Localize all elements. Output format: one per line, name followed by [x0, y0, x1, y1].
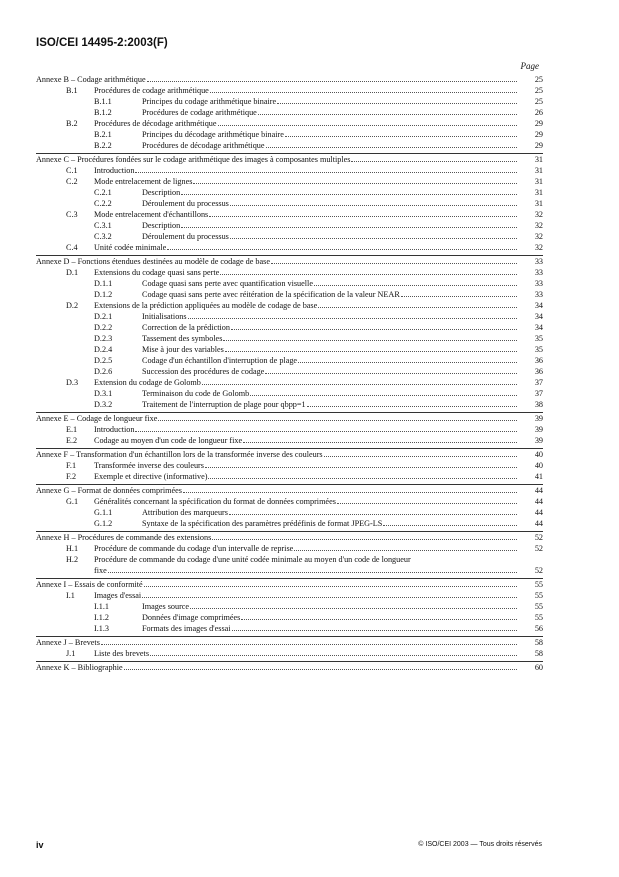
- toc-entry-number: G.1.1: [94, 508, 113, 517]
- toc-entry-number: F.1: [66, 461, 77, 470]
- toc-entry-title: Codage quasi sans perte avec quantification visuelle: [142, 279, 313, 288]
- dot-leader: [188, 318, 517, 319]
- toc-entry[interactable]: [36, 413, 543, 424]
- toc-entry-page: 32: [534, 210, 543, 219]
- table-of-contents: [36, 74, 543, 673]
- toc-entry-title: Mode entrelacement d'échantillons: [94, 210, 209, 219]
- dot-leader: [225, 351, 517, 352]
- toc-entry[interactable]: [36, 256, 543, 267]
- toc-entry-title: Liste des brevets: [94, 649, 150, 658]
- toc-entry[interactable]: [36, 449, 543, 460]
- toc-entry-title: Procédures de décodage arithmétique: [94, 119, 217, 128]
- dot-leader: [229, 514, 517, 515]
- toc-entry-number: B.1.2: [94, 108, 112, 117]
- toc-entry-number: E.2: [66, 436, 78, 445]
- toc-entry-title: Annexe G – Format de données comprimées: [36, 486, 182, 495]
- toc-entry-number: D.1: [66, 268, 79, 277]
- toc-entry-page: 29: [534, 119, 543, 128]
- toc-entry-page: 34: [534, 323, 543, 332]
- toc-entry[interactable]: [36, 623, 543, 634]
- toc-entry-page: 31: [534, 155, 543, 164]
- toc-entry-page: 55: [534, 613, 543, 622]
- toc-entry-page: 34: [534, 301, 543, 310]
- toc-entry[interactable]: [36, 377, 543, 388]
- toc-entry[interactable]: [36, 579, 543, 590]
- toc-entry-number: B.2.1: [94, 130, 112, 139]
- dot-leader: [258, 114, 517, 115]
- dot-leader: [230, 238, 517, 239]
- toc-entry[interactable]: [36, 518, 543, 529]
- toc-entry-page: 33: [534, 268, 543, 277]
- toc-entry[interactable]: [36, 267, 543, 278]
- toc-entry-number: D.2.1: [94, 312, 113, 321]
- toc-entry-page: 60: [534, 663, 543, 672]
- dot-leader: [294, 550, 517, 551]
- toc-entry-page: 31: [534, 166, 543, 175]
- toc-entry[interactable]: [36, 322, 543, 333]
- toc-entry[interactable]: [36, 140, 543, 151]
- toc-entry[interactable]: [36, 242, 543, 253]
- toc-entry-title: Introduction: [94, 166, 135, 175]
- toc-entry[interactable]: [36, 96, 543, 107]
- toc-entry-title: Annexe E – Codage de longueur fixe: [36, 414, 158, 423]
- dot-leader: [210, 92, 517, 93]
- toc-entry[interactable]: [36, 278, 543, 289]
- toc-entry[interactable]: [36, 74, 543, 85]
- toc-entry-number: B.2.2: [94, 141, 112, 150]
- toc-entry-number: C.3.1: [94, 221, 112, 230]
- toc-entry-title: Procédures de codage arithmétique: [94, 86, 209, 95]
- dot-leader: [250, 395, 517, 396]
- toc-entry-page: 36: [534, 356, 543, 365]
- toc-entry-number: D.2.2: [94, 323, 113, 332]
- dot-leader: [307, 406, 517, 407]
- toc-entry-page: 25: [534, 75, 543, 84]
- toc-entry-number: D.3.2: [94, 400, 113, 409]
- toc-entry-title: Annexe C – Procédures fondées sur le codage arithmétique des images à composantes multiples: [36, 155, 351, 164]
- toc-entry[interactable]: [36, 601, 543, 612]
- toc-entry[interactable]: [36, 554, 543, 576]
- toc-entry-number: D.3.1: [94, 389, 113, 398]
- dot-leader: [324, 456, 517, 457]
- toc-entry-page: 31: [534, 188, 543, 197]
- toc-entry-title: Procédures de codage arithmétique: [142, 108, 257, 117]
- toc-entry-title: Annexe H – Procédures de commande des extensions: [36, 533, 212, 542]
- dot-leader: [193, 183, 517, 184]
- dot-leader: [181, 194, 517, 195]
- dot-leader: [205, 467, 517, 468]
- toc-entry-page: 32: [534, 243, 543, 252]
- toc-entry-number: D.3: [66, 378, 79, 387]
- toc-entry-title: Annexe F – Transformation d'un échantillon lors de la transformée inverse des couleurs: [36, 450, 323, 459]
- toc-entry-number: D.2.4: [94, 345, 113, 354]
- toc-entry[interactable]: [36, 85, 543, 96]
- toc-entry-title: Tassement des symboles: [142, 334, 223, 343]
- dot-leader: [337, 503, 517, 504]
- toc-entry-title: Succession des procédures de codage: [142, 367, 265, 376]
- toc-entry-number: C.3.2: [94, 232, 112, 241]
- dot-leader: [101, 644, 517, 645]
- toc-entry-page: 52: [534, 533, 543, 542]
- toc-entry-page: 32: [534, 232, 543, 241]
- toc-entry-number: C.2: [66, 177, 78, 186]
- toc-entry-page: 37: [534, 389, 543, 398]
- toc-entry[interactable]: [36, 311, 543, 322]
- toc-entry-page: 33: [534, 257, 543, 266]
- toc-entry-title: Initialisations: [142, 312, 187, 321]
- toc-entry[interactable]: [36, 399, 543, 410]
- dot-leader: [108, 572, 517, 573]
- toc-entry-number: F.2: [66, 472, 77, 481]
- toc-entry-title: Codage d'un échantillon d'interruption de plage: [142, 356, 298, 365]
- toc-entry[interactable]: [36, 435, 543, 446]
- dot-leader: [230, 205, 517, 206]
- toc-entry-title: Déroulement du processus: [142, 232, 229, 241]
- toc-entry-number: G.1: [66, 497, 79, 506]
- toc-entry-title-continued: fixe: [94, 566, 107, 575]
- dot-leader: [265, 373, 517, 374]
- toc-entry-number: I.1.1: [94, 602, 110, 611]
- toc-entry-number: J.1: [66, 649, 76, 658]
- toc-entry-number: C.2.2: [94, 199, 112, 208]
- toc-entry[interactable]: [36, 543, 543, 554]
- toc-entry-page: 44: [534, 519, 543, 528]
- toc-entry-page: 35: [534, 345, 543, 354]
- toc-entry-page: 52: [534, 566, 543, 575]
- toc-entry-page: 40: [534, 450, 543, 459]
- toc-entry-number: I.1.2: [94, 613, 110, 622]
- toc-entry-title: Introduction: [94, 425, 135, 434]
- toc-entry-number: C.3: [66, 210, 78, 219]
- toc-entry-page: 25: [534, 97, 543, 106]
- toc-entry-title: Images d'essai: [94, 591, 142, 600]
- toc-entry[interactable]: [36, 590, 543, 601]
- toc-entry[interactable]: [36, 333, 543, 344]
- toc-entry-title: Transformée inverse des couleurs: [94, 461, 204, 470]
- toc-entry-page: 39: [534, 436, 543, 445]
- toc-entry-number: H.2: [66, 555, 79, 564]
- dot-leader: [277, 103, 517, 104]
- dot-leader: [231, 329, 517, 330]
- toc-entry-page: 58: [534, 638, 543, 647]
- toc-entry-page: 39: [534, 425, 543, 434]
- toc-entry-page: 37: [534, 378, 543, 387]
- toc-entry[interactable]: [36, 532, 543, 543]
- toc-entry-page: 31: [534, 177, 543, 186]
- toc-entry[interactable]: [36, 176, 543, 187]
- toc-entry-number: D.2.6: [94, 367, 113, 376]
- toc-entry[interactable]: [36, 355, 543, 366]
- dot-leader: [167, 249, 517, 250]
- toc-entry[interactable]: [36, 485, 543, 496]
- toc-entry[interactable]: [36, 220, 543, 231]
- toc-entry-title: Mode entrelacement de lignes: [94, 177, 193, 186]
- toc-entry-title: Procédure de commande du codage d'une unité codée minimale au moyen d'un code de longueur: [94, 555, 411, 564]
- toc-entry-page: 44: [534, 508, 543, 517]
- dot-leader: [285, 136, 517, 137]
- toc-entry[interactable]: [36, 300, 543, 311]
- dot-leader: [147, 81, 517, 82]
- toc-entry[interactable]: [36, 366, 543, 377]
- toc-entry-page: 35: [534, 334, 543, 343]
- document-id: ISO/CEI 14495-2:2003(F): [36, 37, 168, 49]
- toc-entry-title: Description: [142, 188, 181, 197]
- toc-entry-number: C.1: [66, 166, 78, 175]
- dot-leader: [401, 296, 517, 297]
- toc-entry-title: Principes du décodage arithmétique binaire: [142, 130, 284, 139]
- toc-entry-number: B.2: [66, 119, 78, 128]
- toc-entry-page: 56: [534, 624, 543, 633]
- dot-leader: [314, 285, 517, 286]
- toc-entry-title: Annexe I – Essais de conformité: [36, 580, 143, 589]
- toc-entry-page: 55: [534, 580, 543, 589]
- toc-entry-page: 40: [534, 461, 543, 470]
- toc-entry-title: Extensions de la prédiction appliquées au modèle de codage de base: [94, 301, 318, 310]
- toc-entry-number: D.2.5: [94, 356, 113, 365]
- toc-entry[interactable]: [36, 496, 543, 507]
- toc-entry-number: B.1: [66, 86, 78, 95]
- toc-entry-page: 55: [534, 602, 543, 611]
- toc-entry-title: Description: [142, 221, 181, 230]
- dot-leader: [135, 172, 517, 173]
- toc-entry[interactable]: [36, 648, 543, 659]
- toc-entry-number: I.1: [66, 591, 75, 600]
- toc-entry[interactable]: [36, 198, 543, 209]
- toc-entry[interactable]: [36, 637, 543, 648]
- dot-leader: [266, 147, 517, 148]
- toc-entry[interactable]: [36, 460, 543, 471]
- toc-entry-page: 33: [534, 279, 543, 288]
- toc-entry-title: Annexe J – Brevets: [36, 638, 100, 647]
- toc-entry-number: H.1: [66, 544, 79, 553]
- toc-entry-page: 33: [534, 290, 543, 299]
- toc-entry[interactable]: [36, 187, 543, 198]
- dot-leader: [212, 539, 517, 540]
- dot-leader: [183, 492, 517, 493]
- toc-entry[interactable]: [36, 165, 543, 176]
- dot-leader: [351, 161, 517, 162]
- toc-entry-number: D.1.1: [94, 279, 113, 288]
- toc-entry-page: 52: [534, 544, 543, 553]
- dot-leader: [298, 362, 517, 363]
- toc-entry-title: Exemple et directive (informative): [94, 472, 208, 481]
- toc-entry[interactable]: [36, 118, 543, 129]
- toc-entry-title: Codage au moyen d'un code de longueur fixe: [94, 436, 243, 445]
- toc-entry[interactable]: [36, 344, 543, 355]
- toc-entry[interactable]: [36, 231, 543, 242]
- toc-entry-number: I.1.3: [94, 624, 110, 633]
- toc-entry[interactable]: [36, 471, 543, 482]
- toc-entry-title: Annexe B – Codage arithmétique: [36, 75, 146, 84]
- dot-leader: [271, 263, 517, 264]
- toc-entry[interactable]: [36, 388, 543, 399]
- toc-entry-title: Principes du codage arithmétique binaire: [142, 97, 277, 106]
- toc-entry-title: Annexe K – Bibliographie: [36, 663, 123, 672]
- toc-entry-title: Données d'image comprimées: [142, 613, 241, 622]
- toc-entry-page: 55: [534, 591, 543, 600]
- toc-entry-title: Images source: [142, 602, 190, 611]
- dot-leader: [142, 597, 517, 598]
- footer-copyright: © ISO/CEI 2003 — Tous droits réservés: [418, 841, 542, 848]
- toc-entry-page: 58: [534, 649, 543, 658]
- toc-entry-page: 25: [534, 86, 543, 95]
- page-column-label: Page: [520, 61, 539, 71]
- toc-entry-title: Traitement de l'interruption de plage pour qbpp=1: [142, 400, 306, 409]
- toc-entry-number: E.1: [66, 425, 78, 434]
- dot-leader: [144, 586, 517, 587]
- toc-entry-page: 39: [534, 414, 543, 423]
- toc-entry[interactable]: [36, 289, 543, 300]
- dot-leader: [232, 630, 517, 631]
- toc-entry-number: B.1.1: [94, 97, 112, 106]
- toc-entry-title: Attribution des marqueurs: [142, 508, 228, 517]
- dot-leader: [318, 307, 517, 308]
- toc-entry-page: 36: [534, 367, 543, 376]
- toc-entry[interactable]: [36, 424, 543, 435]
- toc-entry-number: C.2.1: [94, 188, 112, 197]
- toc-entry-title: Formats des images d'essai: [142, 624, 231, 633]
- toc-entry-title: Mise à jour des variables: [142, 345, 224, 354]
- toc-entry-page: 32: [534, 221, 543, 230]
- dot-leader: [124, 669, 517, 670]
- toc-entry-page: 31: [534, 199, 543, 208]
- toc-entry[interactable]: [36, 662, 543, 673]
- toc-entry-title: Procédures de décodage arithmétique: [142, 141, 265, 150]
- toc-entry-title: Correction de la prédiction: [142, 323, 230, 332]
- toc-entry-title: Terminaison du code de Golomb: [142, 389, 250, 398]
- dot-leader: [218, 125, 517, 126]
- toc-entry-page: 29: [534, 130, 543, 139]
- dot-leader: [223, 340, 517, 341]
- dot-leader: [158, 420, 517, 421]
- toc-entry[interactable]: [36, 209, 543, 220]
- toc-entry-number: D.1.2: [94, 290, 113, 299]
- toc-entry-title: Extensions du codage quasi sans perte: [94, 268, 220, 277]
- toc-entry-page: 34: [534, 312, 543, 321]
- toc-entry-title: Déroulement du processus: [142, 199, 229, 208]
- toc-entry-number: C.4: [66, 243, 78, 252]
- dot-leader: [383, 525, 517, 526]
- dot-leader: [150, 655, 517, 656]
- toc-entry-number: D.2.3: [94, 334, 113, 343]
- toc-entry-title: Généralités concernant la spécification du format de données comprimées: [94, 497, 336, 506]
- dot-leader: [135, 431, 517, 432]
- toc-entry-page: 26: [534, 108, 543, 117]
- dot-leader: [243, 442, 517, 443]
- toc-entry-title: Unité codée minimale: [94, 243, 167, 252]
- dot-leader: [202, 384, 517, 385]
- toc-entry[interactable]: [36, 154, 543, 165]
- toc-entry[interactable]: [36, 612, 543, 623]
- toc-entry-page: 44: [534, 486, 543, 495]
- toc-entry-number: G.1.2: [94, 519, 113, 528]
- dot-leader: [241, 619, 517, 620]
- toc-entry-page: 41: [534, 472, 543, 481]
- toc-entry[interactable]: [36, 107, 543, 118]
- toc-entry-title: Codage quasi sans perte avec réitération de la spécification de la valeur NEAR: [142, 290, 400, 299]
- dot-leader: [190, 608, 517, 609]
- toc-entry-title: Syntaxe de la spécification des paramètres prédéfinis de format JPEG-LS: [142, 519, 383, 528]
- dot-leader: [208, 478, 517, 479]
- dot-leader: [220, 274, 517, 275]
- toc-entry[interactable]: [36, 507, 543, 518]
- toc-entry-page: 44: [534, 497, 543, 506]
- toc-entry-title: Extension du codage de Golomb: [94, 378, 201, 387]
- toc-entry-page: 38: [534, 400, 543, 409]
- dot-leader: [181, 227, 517, 228]
- toc-entry-page: 29: [534, 141, 543, 150]
- toc-entry-title: Annexe D – Fonctions étendues destinées au modèle de codage de base: [36, 257, 270, 266]
- toc-entry-number: D.2: [66, 301, 79, 310]
- footer-page-number: iv: [36, 840, 44, 850]
- dot-leader: [209, 216, 517, 217]
- toc-entry[interactable]: [36, 129, 543, 140]
- toc-entry-title: Procédure de commande du codage d'un intervalle de reprise: [94, 544, 294, 553]
